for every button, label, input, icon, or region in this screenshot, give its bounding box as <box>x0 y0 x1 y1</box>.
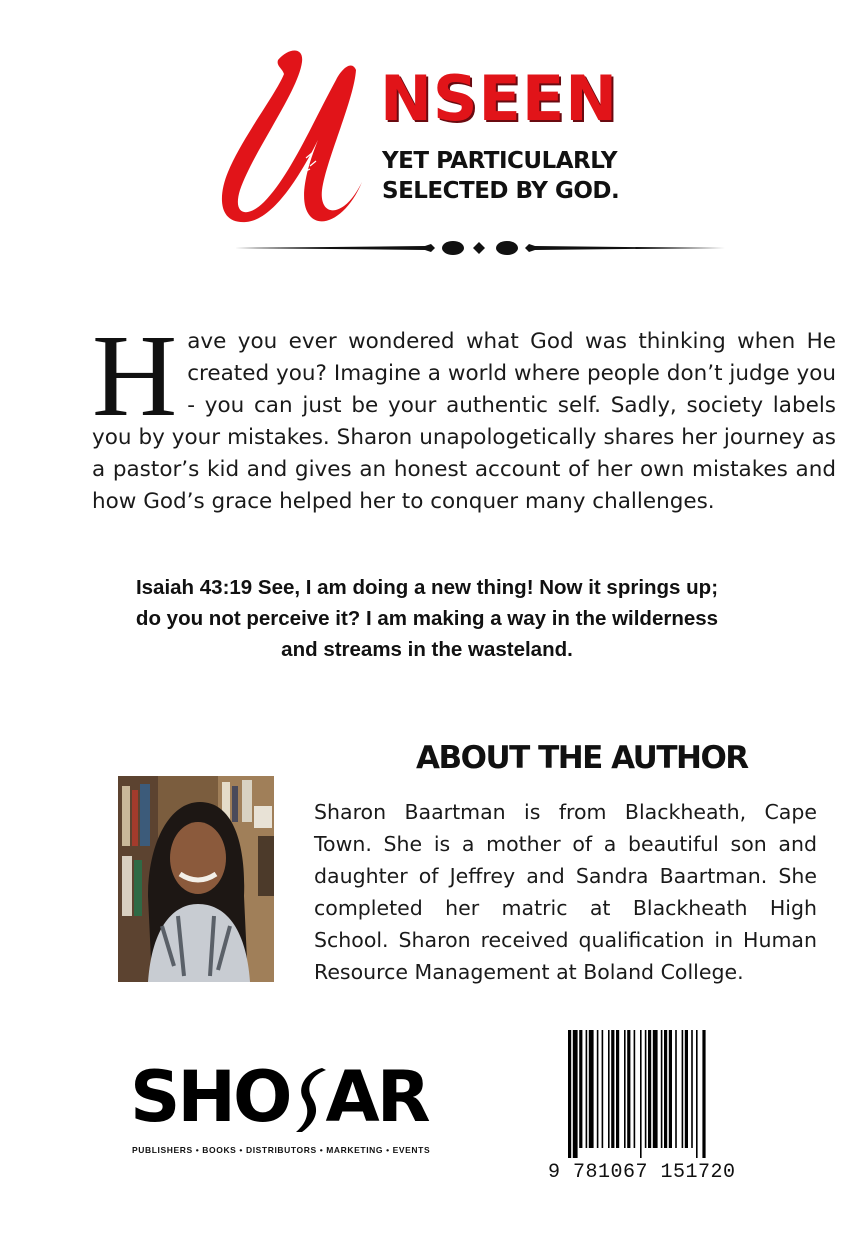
barcode-bar <box>675 1030 677 1148</box>
barcode-bar <box>611 1030 614 1148</box>
title-initial-u <box>218 40 378 230</box>
publisher-tagline: PUBLISHERS • BOOKS • DISTRIBUTORS • MARKETING • EVENTS <box>132 1145 431 1155</box>
barcode-bar <box>568 1030 571 1158</box>
barcode-bar <box>653 1030 658 1148</box>
publisher-s-swoosh <box>292 1062 328 1132</box>
book-subtitle <box>382 146 619 206</box>
drop-cap: H <box>92 310 178 441</box>
barcode-bar <box>669 1030 672 1148</box>
book-title: NSEEN <box>380 62 619 135</box>
barcode-bar <box>634 1030 636 1148</box>
about-heading: ABOUT THE AUTHOR <box>416 740 748 776</box>
barcode-bar <box>624 1030 626 1148</box>
barcode-bar <box>627 1030 630 1148</box>
publisher-logo <box>130 1056 428 1138</box>
barcode-bar <box>586 1030 588 1148</box>
barcode-bar <box>661 1030 663 1148</box>
scripture-quote <box>120 572 734 665</box>
barcode-bar <box>608 1030 610 1148</box>
barcode-bar <box>640 1030 642 1158</box>
barcode-bar <box>579 1030 582 1148</box>
barcode-bar <box>691 1030 693 1148</box>
subtitle-line-1: YET PARTICULARLY <box>382 148 617 174</box>
isbn-barcode <box>552 1030 732 1160</box>
blurb-paragraph <box>92 310 836 518</box>
barcode-bar <box>602 1030 604 1148</box>
barcode-bar <box>589 1030 594 1148</box>
barcode-bar <box>616 1030 619 1148</box>
barcode-bar <box>664 1030 667 1148</box>
publisher-name-part-1: SHO <box>130 1056 290 1138</box>
barcode-bar <box>702 1030 705 1158</box>
scripture-line-2: do you not perceive it? I am making a way in the wilderness <box>135 607 719 630</box>
barcode-bar <box>648 1030 651 1148</box>
barcode-bar <box>597 1030 599 1148</box>
author-photo <box>118 776 274 982</box>
barcode-bar <box>573 1030 578 1158</box>
barcode-bar <box>645 1030 647 1148</box>
blurb-text: ave you ever wondered what God was thinking when He created you? Imagine a world where people don’t judge you - you can just be your authentic self. Sadly, society labels you by your mistakes. Sharon unapologetically shares her journey as a pastor’s kid and gives an honest account of her own mistakes and how God’s grace helped her to conquer many challenges. <box>92 329 836 514</box>
author-photo-illustration <box>118 776 274 982</box>
ornamental-divider <box>235 236 725 260</box>
scripture-line-3: and streams in the wasteland. <box>281 638 573 661</box>
isbn-number: 9 781067 151720 <box>548 1161 736 1184</box>
scripture-line-1: Isaiah 43:19 See, I am doing a new thing! Now it springs up; <box>135 576 719 599</box>
subtitle-line-2: SELECTED BY GOD. <box>382 178 620 204</box>
author-bio: Sharon Baartman is from Blackheath, Cape Town. She is a mother of a beautiful son and daughter of Jeffrey and Sandra Baartman. She completed her matric at Blackheath High School. Sharon received qualification in Human Resource Management at Boland College. <box>314 800 817 984</box>
barcode-bar <box>696 1030 698 1158</box>
barcode-bar <box>682 1030 684 1148</box>
publisher-name-part-2: AR <box>325 1056 428 1138</box>
barcode-bar <box>685 1030 688 1148</box>
